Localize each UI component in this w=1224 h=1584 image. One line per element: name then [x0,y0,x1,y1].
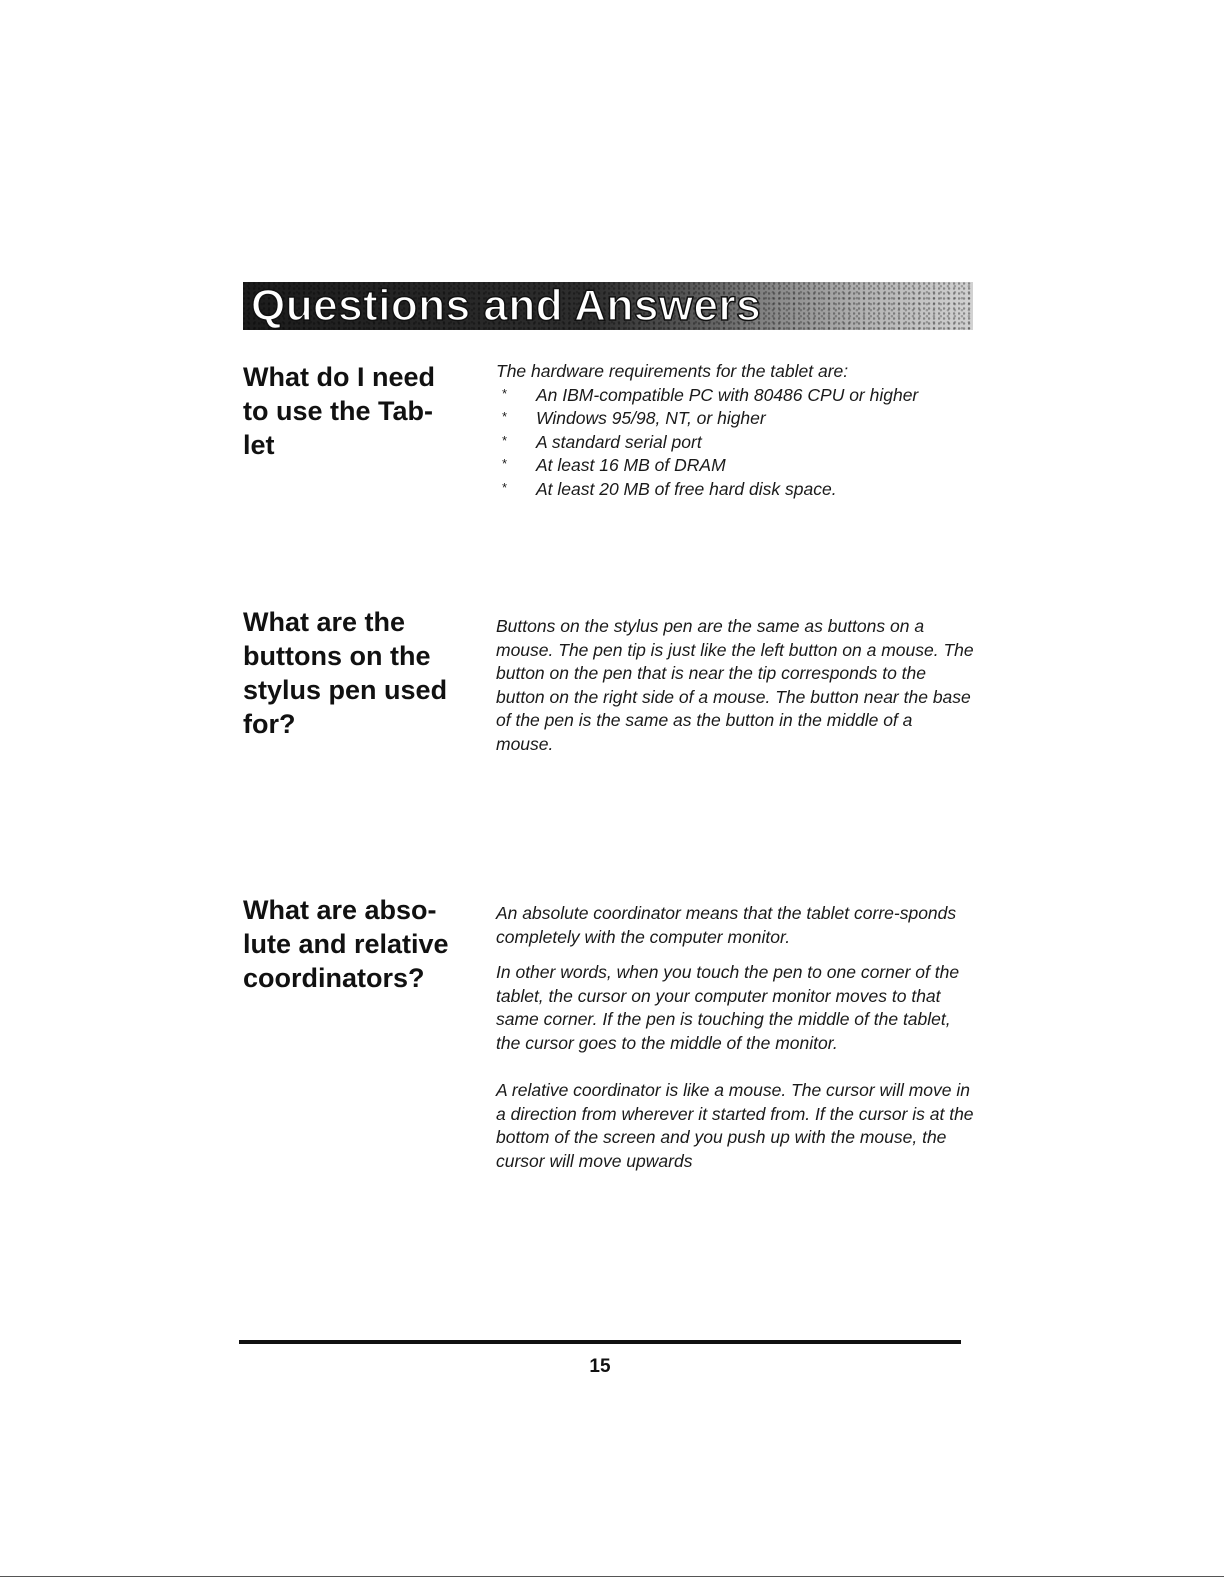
list-item [496,407,974,431]
page-number: 15 [589,1356,611,1377]
bullet-star-icon: * [502,432,508,448]
list-item-text: An IBM-compatible PC with 80486 CPU or higher [536,384,919,405]
bullet-star-icon: * [502,385,508,401]
question-heading: What do I need to use the Tab- let [243,362,435,460]
answer-intro: The hardware requirements for the tablet are: [496,361,849,381]
answer-body [496,360,974,501]
question-heading: What are the buttons on the stylus pen used for? [243,607,448,739]
question-heading: What are abso- lute and relative coordinators? [243,895,449,993]
answer-paragraph: In other words, when you touch the pen to one corner of the tablet, the cursor on your computer monitor moves to that same corner. If the pen is touching the middle of the tablet, the cursor goes to the middle of the monitor. [496,962,960,1053]
answer-paragraph: An absolute coordinator means that the tablet corre-sponds completely with the computer monitor. [496,903,957,947]
answer-body [496,902,974,1173]
scan-edge-divider [0,1576,1224,1577]
footer-rule [239,1340,961,1344]
bullet-star-icon: * [502,479,508,495]
list-item [496,384,974,408]
spacer [496,949,974,961]
answer-paragraph: A relative coordinator is like a mouse. The cursor will move in a direction from wherever it started from. If the cursor is at the bottom of the screen and you push up with the mouse, the cursor will move upwards [496,1080,974,1171]
spacer [496,1055,974,1079]
section-banner [243,282,973,330]
list-item [496,478,974,502]
list-item-text: Windows 95/98, NT, or higher [536,408,766,428]
requirements-list [496,384,974,502]
answer-paragraph: Buttons on the stylus pen are the same as buttons on a mouse. The pen tip is just like the left button on a mouse. The button on the pen that is near the tip corresponds to the button on the right side of a mouse. The button near the base of the pen is the same as the button in the middle of a mouse. [496,616,974,754]
bullet-star-icon: * [502,409,508,424]
list-item [496,431,974,455]
list-item-text: At least 16 MB of DRAM [536,455,726,475]
list-item-text: At least 20 MB of free hard disk space. [536,478,837,499]
list-item [496,454,974,478]
bullet-star-icon: * [502,456,508,471]
section-title: Questions and Answers [251,282,762,330]
answer-body [496,615,974,756]
list-item-text: A standard serial port [536,431,702,452]
